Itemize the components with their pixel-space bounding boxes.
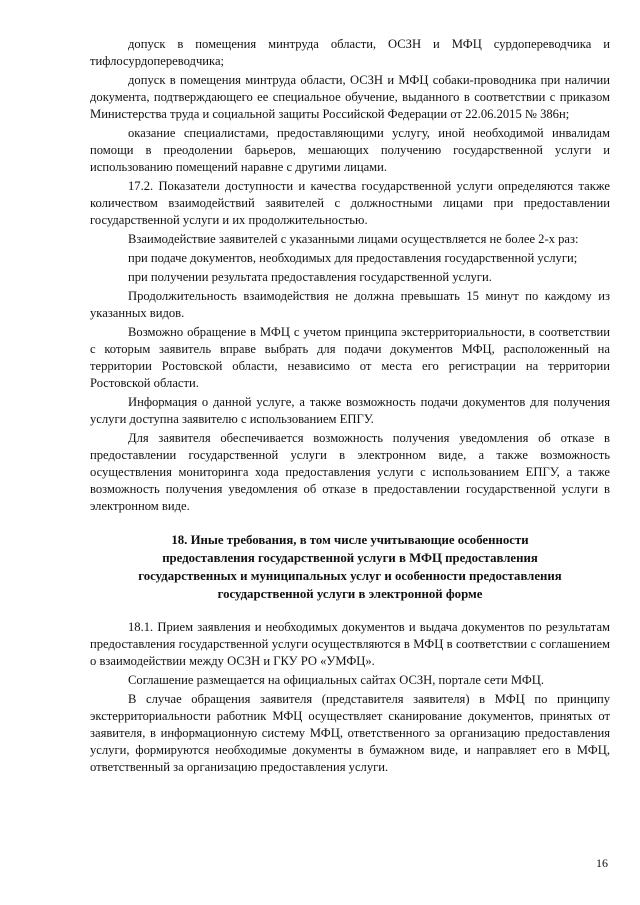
heading-line: 18. Иные требования, в том числе учитывающие особенности — [171, 533, 529, 547]
paragraph: Для заявителя обеспечивается возможность получения уведомления об отказе в предоставлении государственной услуги в электронном виде, а также возможность осуществления мониторинга хода предоставления услуги с использованием ЕПГУ, а также возможность получения уведомления об отказе в предоставлении государственной услуги в электронном виде. — [90, 431, 610, 513]
paragraph: оказание специалистами, предоставляющими услугу, иной необходимой инвалидам помощи в преодолении барьеров, мешающих получению государственной услуги и использованию помещений наравне с другими лицами. — [90, 126, 610, 174]
heading-line: государственных и муниципальных услуг и особенности предоставления — [138, 569, 562, 583]
paragraph: Соглашение размещается на официальных сайтах ОСЗН, портале сети МФЦ. — [128, 673, 545, 687]
heading-line: предоставления государственной услуги в МФЦ предоставления — [162, 551, 538, 565]
section-heading — [90, 531, 610, 603]
paragraph: Взаимодействие заявителей с указанными лицами осуществляется не более 2-х раз: — [128, 232, 579, 246]
page-number: 16 — [596, 856, 608, 870]
paragraph: допуск в помещения минтруда области, ОСЗН и МФЦ сурдопереводчика и тифлосурдопереводчика; — [90, 37, 610, 68]
paragraph: при подаче документов, необходимых для предоставления государственной услуги; — [128, 251, 578, 265]
page-body — [90, 36, 610, 778]
paragraph: при получении результата предоставления государственной услуги. — [128, 270, 492, 284]
paragraph: В случае обращения заявителя (представителя заявителя) в МФЦ по принципу экстерриториальности работник МФЦ осуществляет сканирование документов, принятых от заявителя, в информационную систему МФЦ, ответственного за организацию предоставления услуги, формируются необходимые документы в бумажном виде, и направляет его в МФЦ, ответственный за организацию предоставления услуги. — [90, 692, 610, 774]
paragraph: Информация о данной услуге, а также возможность подачи документов для получения услуги доступна заявителю с использованием ЕПГУ. — [90, 395, 610, 426]
heading-line: государственной услуги в электронной форме — [217, 587, 483, 601]
paragraph: 18.1. Прием заявления и необходимых документов и выдача документов по результатам предоставления государственной услуги осуществляются в МФЦ в соответствии с соглашением о взаимодействии между ОСЗН и ГКУ РО «УМФЦ». — [90, 620, 610, 668]
paragraph: Продолжительность взаимодействия не должна превышать 15 минут по каждому из указанных видов. — [90, 289, 610, 320]
paragraph: 17.2. Показатели доступности и качества государственной услуги определяются также количеством взаимодействий заявителей с должностными лицами при предоставлении государственной услуги и их продолжительностью. — [90, 179, 610, 227]
paragraph: допуск в помещения минтруда области, ОСЗН и МФЦ собаки-проводника при наличии документа, подтверждающего ее специальное обучение, выданного в соответствии с приказом Министерства труда и социальной защиты Российской Федерации от 22.06.2015 № 386н; — [90, 73, 610, 121]
paragraph: Возможно обращение в МФЦ с учетом принципа экстерриториальности, в соответствии с которым заявитель вправе выбрать для подачи документов МФЦ, расположенный на территории Ростовской области, независимо от места его регистрации на территории Ростовской области. — [90, 325, 610, 390]
